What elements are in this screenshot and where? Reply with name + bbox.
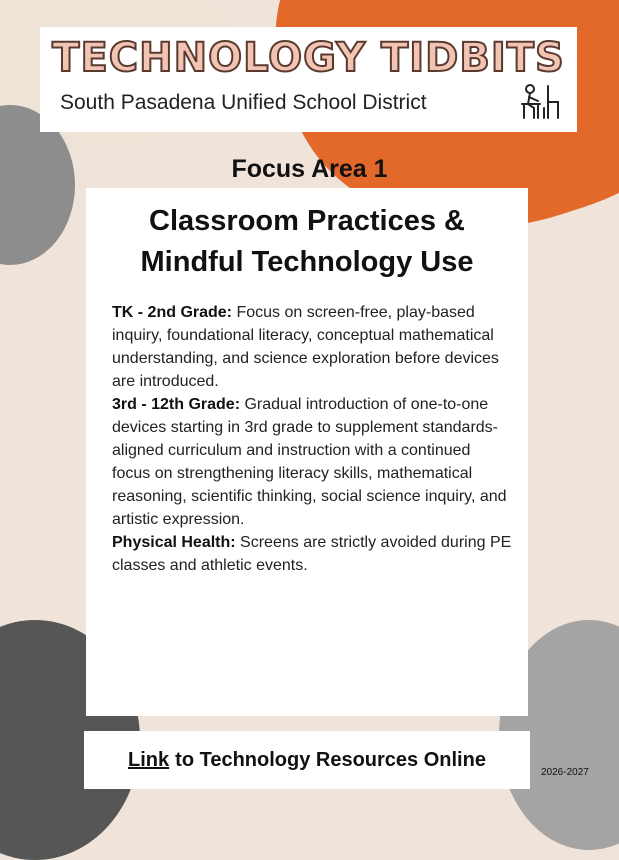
district-name: South Pasadena Unified School District: [60, 91, 427, 114]
section-title-line-2: Mindful Technology Use: [140, 246, 474, 278]
paragraph-physical-health: [112, 531, 512, 577]
paragraph-text: Screens are strictly avoided during PE classes and athletic events.: [112, 534, 512, 574]
paragraph-text: Gradual introduction of one-to-one devices starting in 3rd grade to supplement standards-aligned curriculum and instruction with a continued focus on strengthening literacy skills, mathematical reasoning, scientific thinking, social science inquiry, and artistic expression.: [112, 396, 507, 528]
header-banner: [40, 27, 577, 132]
focus-area-label: Focus Area 1: [231, 155, 388, 183]
school-year-label: 2026-2027: [541, 767, 589, 778]
paragraph-3rd-12th: [112, 393, 512, 531]
classroom-desk-icon: [518, 82, 562, 122]
resources-link[interactable]: Link: [128, 748, 170, 771]
page-title: TECHNOLOGY TIDBITS: [52, 35, 565, 81]
paragraph-tk-2nd: [112, 301, 512, 393]
body-text: [112, 301, 512, 577]
content-card: [86, 188, 528, 716]
paragraph-label: 3rd - 12th Grade:: [112, 396, 241, 413]
section-title: [86, 201, 528, 283]
section-title-line-1: Classroom Practices &: [149, 205, 465, 237]
resources-link-text: to Technology Resources Online: [175, 748, 486, 771]
resources-link-banner: [84, 731, 530, 789]
paragraph-label: TK - 2nd Grade:: [112, 304, 233, 321]
paragraph-label: Physical Health:: [112, 534, 236, 551]
paragraph-text: Focus on screen-free, play-based inquiry, foundational literacy, conceptual mathematical understanding, and science exploration before devices are introduced.: [112, 304, 499, 390]
